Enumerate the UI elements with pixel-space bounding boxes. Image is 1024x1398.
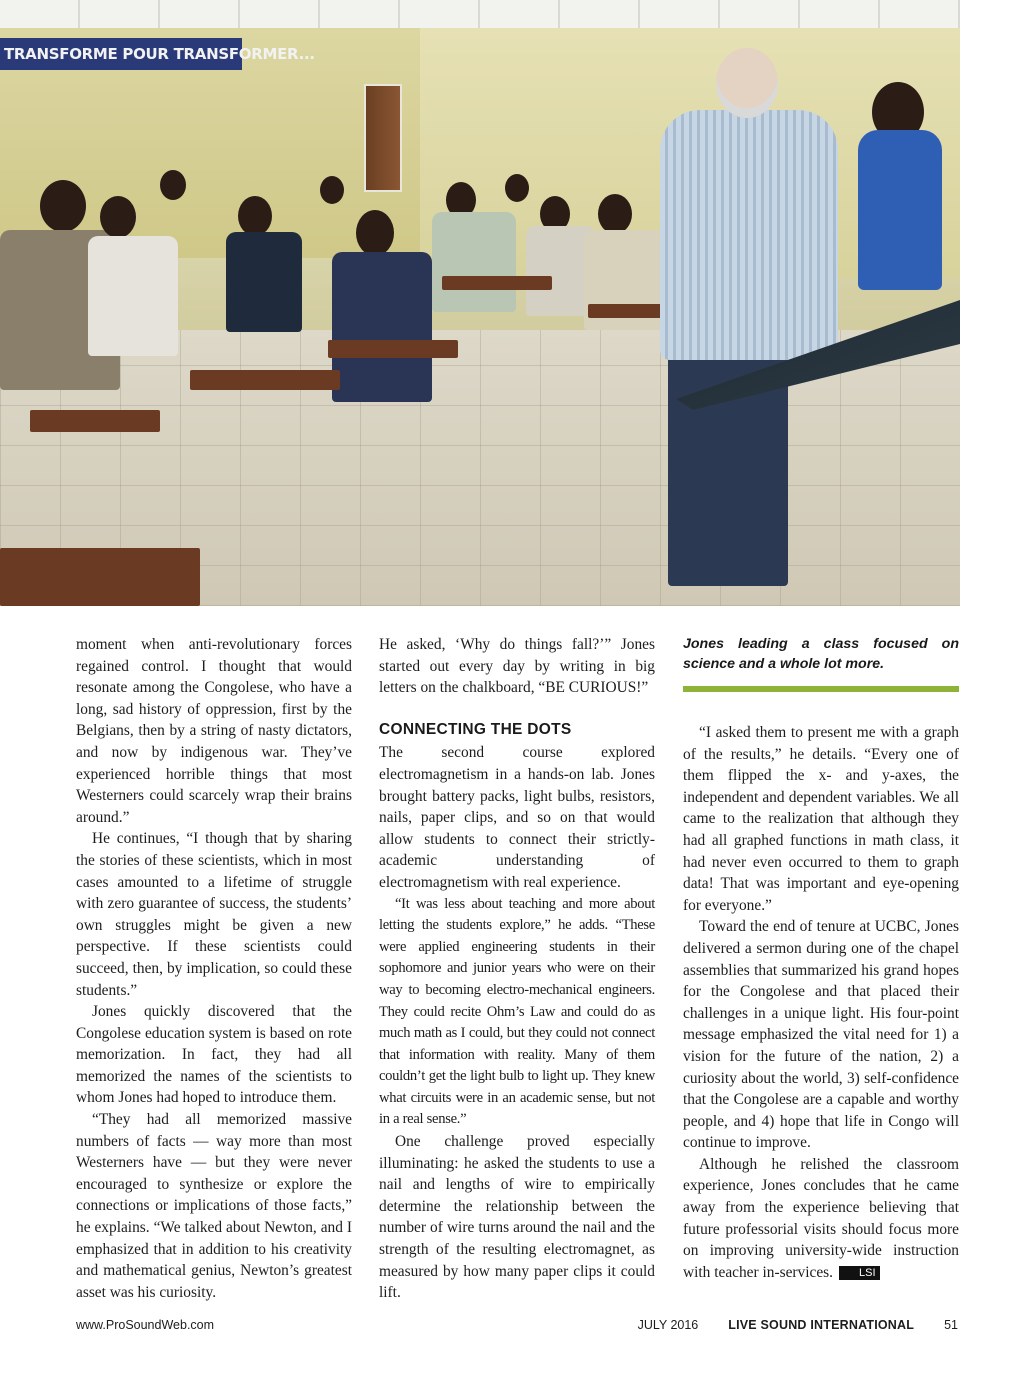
wall-banner: TRANSFORME POUR TRANSFORMER... (0, 38, 242, 70)
paragraph: He asked, ‘Why do things fall?’” Jones started out every day by writing in big letters on the chalkboard, “BE CURIOUS!” (379, 636, 655, 697)
paragraph: Toward the end of tenure at UCBC, Jones delivered a sermon during one of the chapel assemblies that summarized his grand hopes for the Congolese and that placed their challenges in a unique light. His four-point message emphasized the vital need for 1) a vision for the future of the nation, 2) a curiosity about the world, 3) self-confidence that the Congolese are a capable and worthy people, and 4) hope that life in Congo will continue to improve. (683, 918, 959, 1152)
end-mark: LSI (839, 1266, 880, 1280)
column-2 (379, 634, 655, 1304)
classroom-photo (0, 0, 960, 606)
footer-folio (638, 1318, 958, 1332)
paragraph: “I asked them to present me with a graph of the results,” he details. “Every one of them flipped the x- and y-axes, the independent and dependent variables. We all came to the realization that although they had all graphed functions in math class, it had never even occurred to them to graph data! That was important and eye-opening for everyone.” (683, 724, 959, 914)
photo-caption: Jones leading a class focused on science and a whole lot more. (683, 636, 959, 672)
caption-rule (683, 686, 959, 692)
desk (190, 370, 340, 390)
paragraph: The second course explored electromagnetism in a hands-on lab. Jones brought battery packs, light bulbs, resistors, nails, paper clips, and so on that would allow students to connect their strictly-academic understanding of electromagnetism with real experience. (379, 744, 655, 891)
student-shirt (88, 236, 178, 356)
issue-date: JULY 2016 (637, 1318, 699, 1332)
door (364, 84, 402, 192)
student-shirt (226, 232, 302, 332)
standing-student-shirt (858, 130, 942, 290)
paragraph: One challenge proved especially illuminating: he asked the students to use a nail and lengths of wire to empirically determine the relationship between the number of wire turns around the nail and the strength of the resulting electromagnet, as measured by how many paper clips it could lift. (379, 1133, 655, 1302)
paragraph (683, 1154, 959, 1284)
section-heading: CONNECTING THE DOTS (379, 720, 572, 738)
desk (442, 276, 552, 290)
ceiling (0, 0, 960, 28)
student-shirt (432, 212, 516, 312)
column-3 (683, 634, 959, 1283)
paragraph: Jones quickly discovered that the Congolese education system is based on rote memorization. In fact, they had all memorized the names of the scientists to whom Jones had hoped to introduce them. (76, 1003, 352, 1107)
column-1 (76, 634, 352, 1303)
paragraph: He continues, “I though that by sharing the stories of these scientists, which in most cases amounted to a lifetime of struggle with zero guarantee of success, the students’ own struggles might be given a new perspective. If these scientists could succeed, then, by implication, so could these students.” (76, 830, 352, 999)
student-head (100, 196, 136, 238)
student-head (238, 196, 272, 236)
desk (328, 340, 458, 358)
desk (30, 410, 160, 432)
student-head (598, 194, 632, 234)
student-head (320, 176, 344, 204)
student-head (160, 170, 186, 200)
publication-name: LIVE SOUND INTERNATIONAL (728, 1318, 915, 1332)
paragraph-text: Although he relished the classroom experience, Jones concludes that he came away from the experience believing that future professorial visits should focus more on improving university-wide instruction with teacher in-services. (683, 1155, 959, 1281)
page-number: 51 (944, 1318, 958, 1332)
paragraph: “They had all memorized massive numbers of facts — way more than most Westerners have — but they were never encouraged to synthesize or explore the connections or implications of those facts,” he explains. “We talked about Newton, and I emphasized that in addition to his creativity and mathematical genius, Newton’s greatest asset was his curiosity. (76, 1111, 352, 1301)
student-head (40, 180, 86, 232)
student-shirt (332, 252, 432, 402)
desk (0, 548, 200, 606)
student-head (505, 174, 529, 202)
teacher-head (716, 48, 778, 118)
paragraph: “It was less about teaching and more about letting the students explore,” he adds. “These were applied engineering students in their sophomore and junior years who were on their way to becoming electro-mechanical engineers. They could recite Ohm’s Law and could do as much math as I could, but they could not connect that information with reality. Many of them couldn’t get the light bulb to light up. They knew what circuits were in an academic sense, but not in a real sense.” (379, 895, 655, 1128)
desk (588, 304, 668, 318)
teacher-shirt (660, 110, 838, 360)
paragraph: moment when anti-revolutionary forces regained control. I thought that would resonate among the Congolese, who have a long, sad history of oppression, first by the Belgians, then by a string of nasty dictators, and now by indigenous war. They’ve experienced horrible things that most Westerners could scarcely wrap their brains around.” (76, 636, 352, 826)
student-head (356, 210, 394, 256)
footer-url[interactable]: www.ProSoundWeb.com (76, 1318, 215, 1332)
